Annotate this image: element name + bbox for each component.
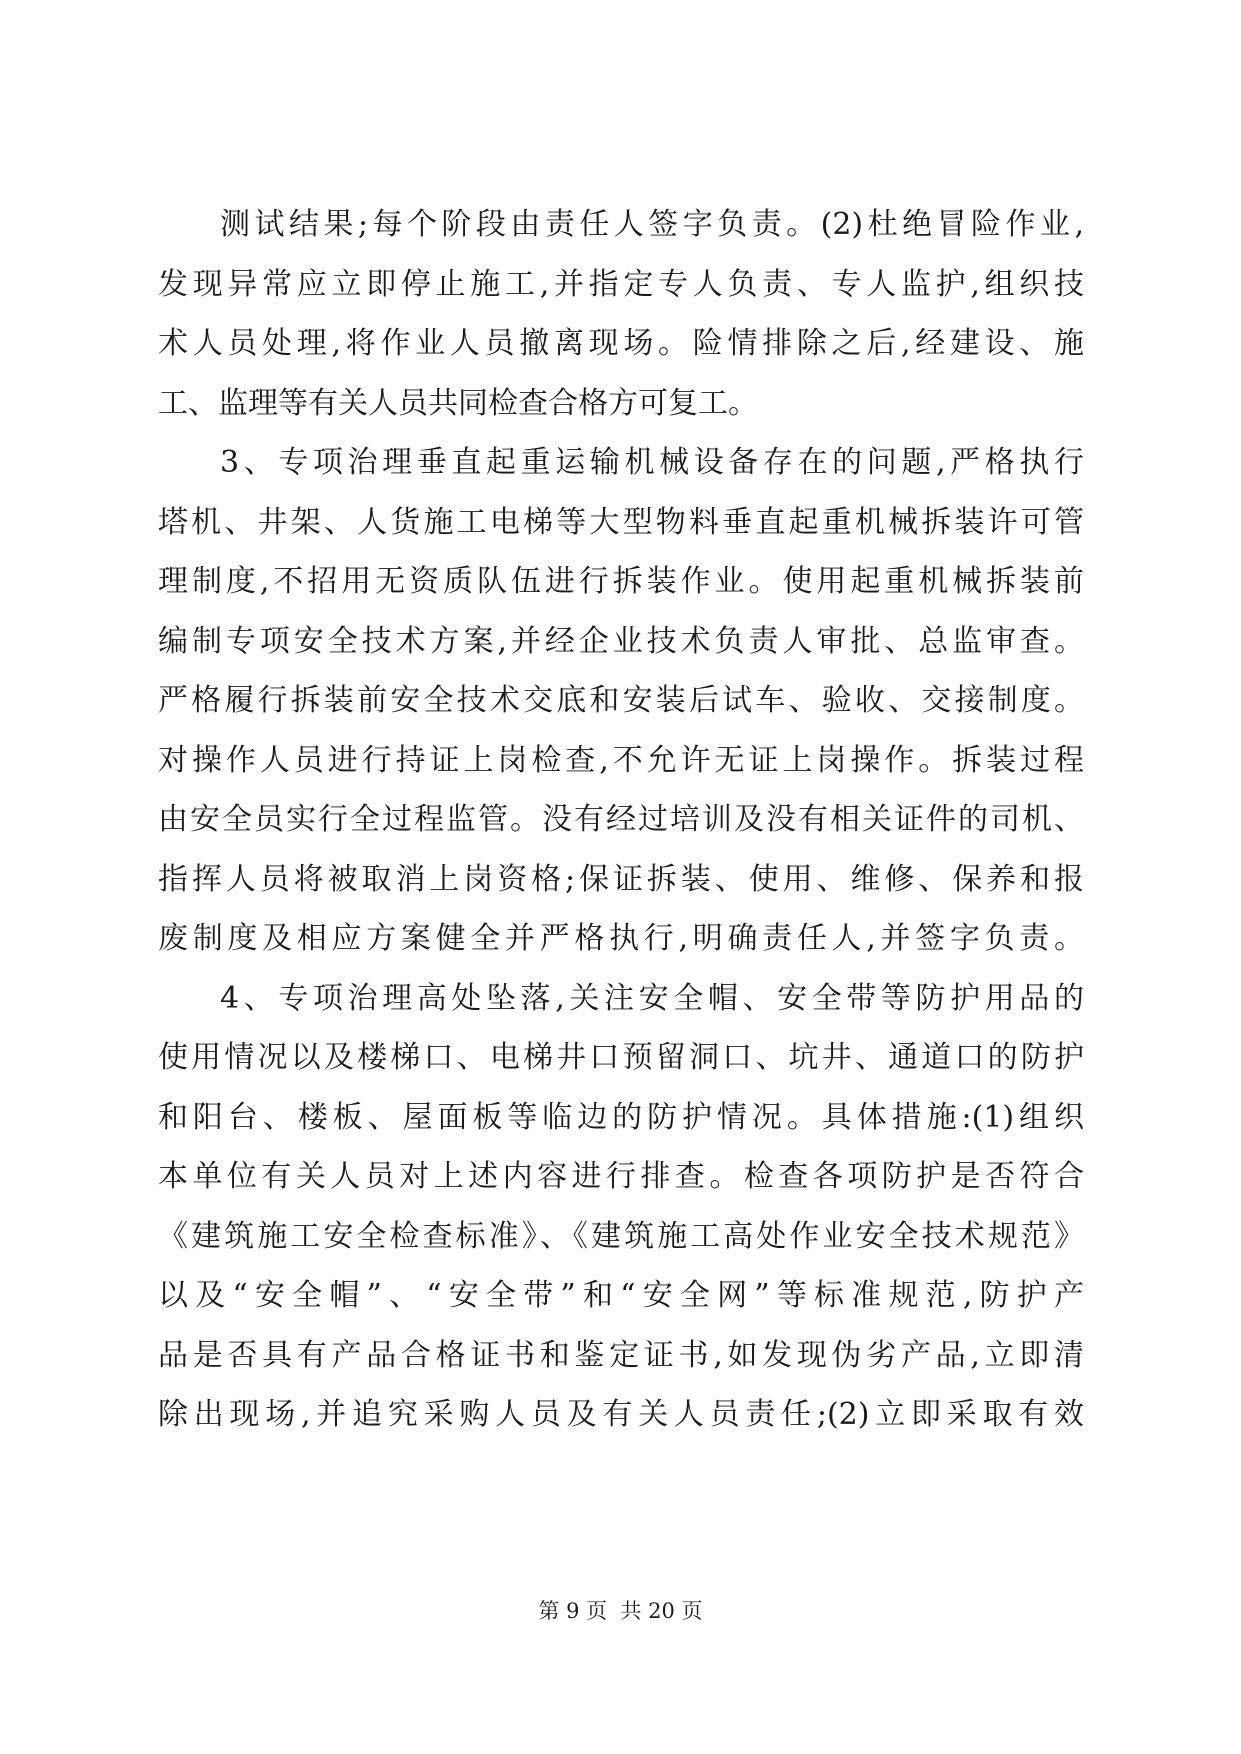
text-line: 废制度及相应方案健全并严格执行,明确责任人,并签字负责。 — [158, 921, 1084, 956]
document-body — [158, 195, 1084, 1445]
text-line: 和阳台、楼板、屋面板等临边的防护情况。具体措施:(1)组织 — [158, 1099, 1084, 1135]
text-line: 使用情况以及楼梯口、电梯井口预留洞口、坑井、通道口的防护 — [158, 1040, 1084, 1075]
text-line: 术人员处理,将作业人员撤离现场。险情排除之后,经建设、施 — [158, 326, 1084, 361]
paragraph-2 — [158, 433, 1084, 969]
text-line: 品是否具有产品合格证书和鉴定证书,如发现伪劣产品,立即清 — [158, 1337, 1084, 1373]
text-line: 指挥人员将被取消上岗资格;保证拆装、使用、维修、保养和报 — [158, 861, 1084, 897]
page-number-footer: 第 9 页 共 20 页 — [538, 1599, 703, 1623]
text-line: 编制专项安全技术方案,并经企业技术负责人审批、总监审查。 — [158, 623, 1084, 659]
text-line: 严格履行拆装前安全技术交底和安装后试车、验收、交接制度。 — [158, 683, 1084, 718]
text-line: 以及“安全帽”、“安全带”和“安全网”等标准规范,防护产 — [158, 1278, 1084, 1313]
paragraph-3 — [158, 969, 1084, 1445]
text-line: 由安全员实行全过程监管。没有经过培训及没有相关证件的司机、 — [158, 802, 1084, 837]
text-line: 工、监理等有关人员共同检查合格方可复工。 — [158, 385, 758, 421]
text-line: 发现异常应立即停止施工,并指定专人负责、专人监护,组织技 — [158, 266, 1084, 302]
text-line: 3、专项治理垂直起重运输机械设备存在的问题,严格执行 — [220, 445, 1084, 480]
text-line: 《建筑施工安全检查标准》、《建筑施工高处作业安全技术规范》 — [158, 1218, 1084, 1254]
text-line: 理制度,不招用无资质队伍进行拆装作业。使用起重机械拆装前 — [158, 564, 1084, 599]
paragraph-1 — [158, 195, 1084, 433]
text-line: 4、专项治理高处坠落,关注安全帽、安全带等防护用品的 — [220, 980, 1084, 1016]
text-line: 测试结果;每个阶段由责任人签字负责。(2)杜绝冒险作业, — [220, 207, 1084, 242]
text-line: 本单位有关人员对上述内容进行排查。检查各项防护是否符合 — [158, 1159, 1084, 1194]
text-line: 塔机、井架、人货施工电梯等大型物料垂直起重机械拆装许可管 — [158, 504, 1084, 540]
text-line: 除出现场,并追究采购人员及有关人员责任;(2)立即采取有效 — [158, 1397, 1084, 1432]
text-line: 对操作人员进行持证上岗检查,不允许无证上岗操作。拆装过程 — [158, 742, 1084, 778]
